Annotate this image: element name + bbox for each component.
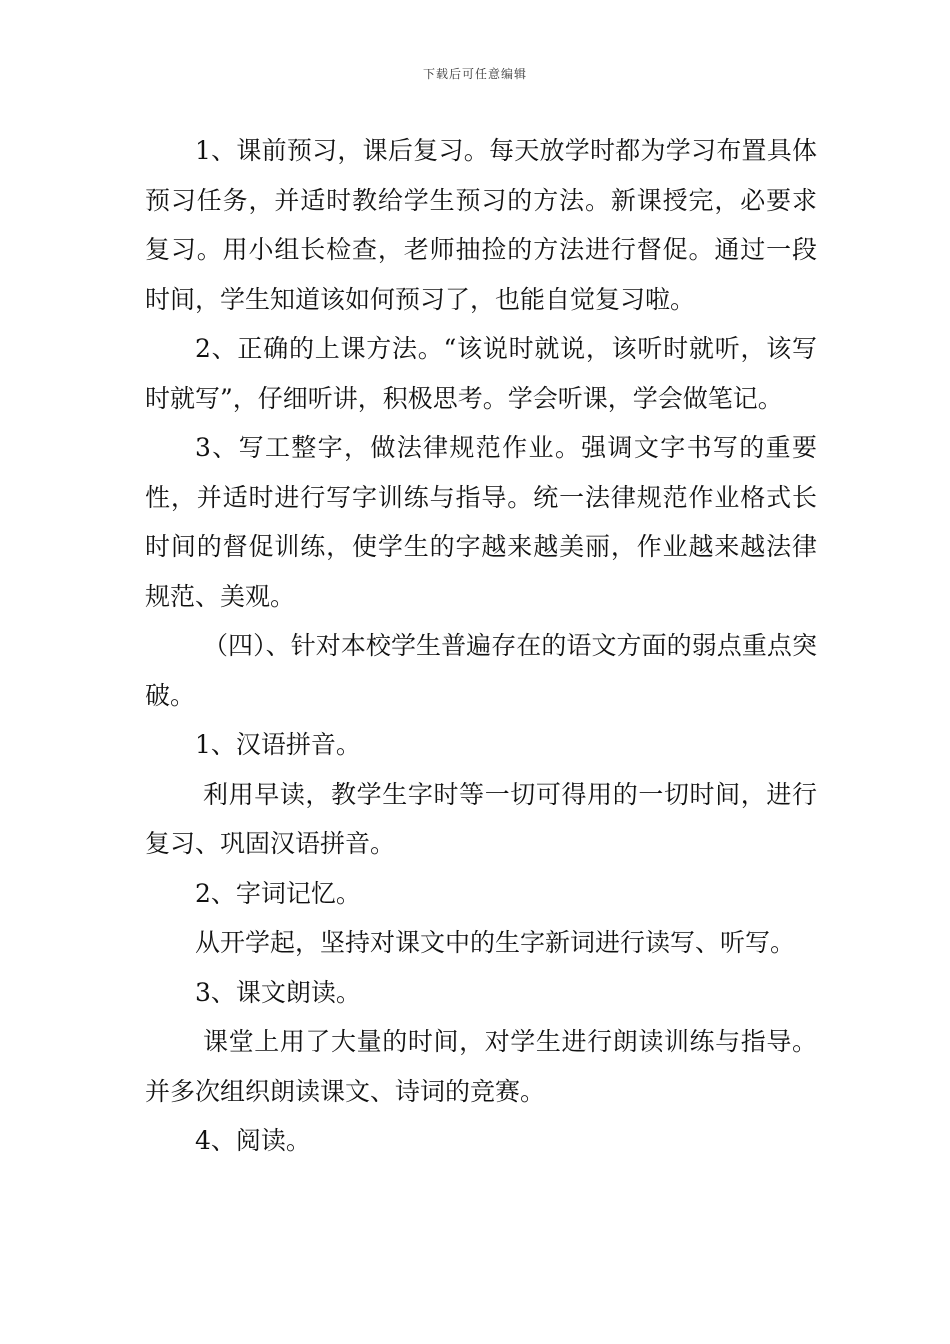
paragraph-reading-aloud-heading: 3、课文朗读。 (195, 977, 361, 1007)
paragraph-reading-aloud-body: 课堂上用了大量的时间，对学生进行朗读训练与指导。并多次组织朗读课文、诗词的竞赛。 (145, 1027, 817, 1106)
document-body (145, 126, 817, 1166)
page-header-note: 下载后可任意编辑 (422, 67, 527, 81)
paragraph-pinyin-heading: 1、汉语拼音。 (195, 730, 361, 759)
paragraph-pinyin-body: 利用早读，教学生字时等一切可得用的一切时间，进行复习、巩固汉语拼音。 (145, 779, 817, 858)
paragraph-class-method: 2、正确的上课方法。“该说时就说，该听时就听，该写时就写”，仔细听讲，积极思考。学会听课，学会做笔记。 (145, 334, 817, 413)
paragraph-preview-review: 1、课前预习，课后复习。每天放学时都为学习布置具体预习任务，并适时教给学生预习的方法。新课授完，必要求复习。用小组长检查，老师抽捡的方法进行督促。通过一段时间，学生知道该如何预习了，也能自觉复习啦。 (145, 136, 817, 314)
paragraph-handwriting: 3、写工整字，做法律规范作业。强调文字书写的重要性，并适时进行写字训练与指导。统一法律规范作业格式长时间的督促训练，使学生的字越来越美丽，作业越来越法律规范、美观。 (145, 433, 817, 611)
paragraph-vocab-heading: 2、字词记忆。 (195, 878, 361, 908)
paragraph-reading-heading: 4、阅读。 (195, 1126, 311, 1155)
paragraph-section-four: （四）、针对本校学生普遍存在的语文方面的弱点重点突破。 (145, 631, 817, 710)
paragraph-vocab-body: 从开学起，坚持对课文中的生字新词进行读写、听写。 (195, 928, 796, 957)
